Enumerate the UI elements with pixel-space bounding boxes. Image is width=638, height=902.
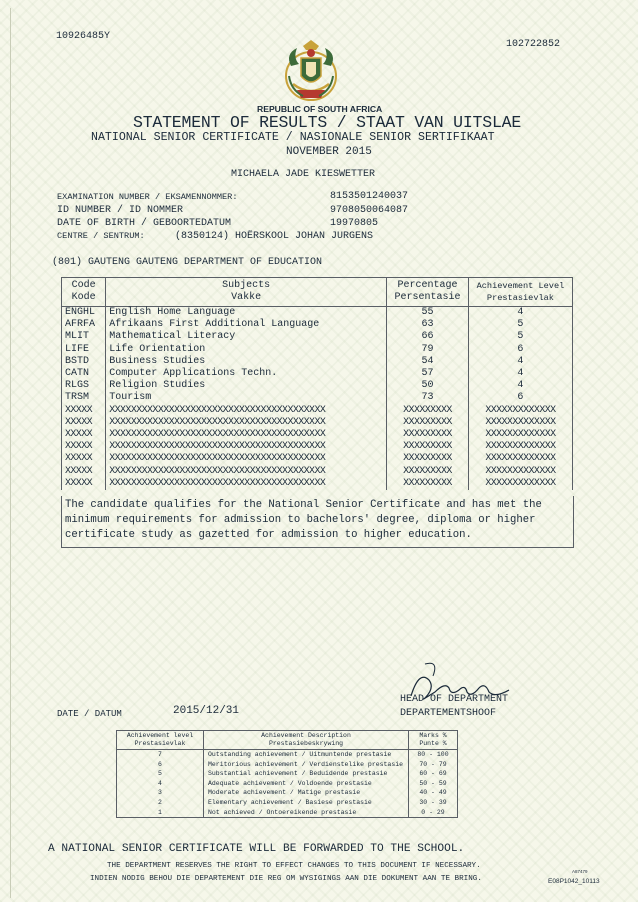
forward-notice: A NATIONAL SENIOR CERTIFICATE WILL BE FORWARDED TO THE SCHOOL. [48,843,465,855]
republic-label: REPUBLIC OF SOUTH AFRICA [257,104,383,114]
table-row: RLGS Religion Studies 50 4 [62,380,573,392]
table-row: CATN Computer Applications Techn. 57 4 [62,368,573,380]
scale-row: 4 Adequate achievement / Voldoende prestasie 50 - 59 [117,779,458,789]
table-row: LIFE Life Orientation 79 6 [62,344,573,356]
table-row: MLIT Mathematical Literacy 66 5 [62,331,573,343]
scale-row: 3 Moderate achievement / Matige prestasie 40 - 49 [117,788,458,798]
table-row: BSTD Business Studies 54 4 [62,356,573,368]
qualification-statement: The candidate qualifies for the National Senior Certificate and has met the minimum requirements for admission to bachelors' degree, diploma or higher certificate study as gazetted for admission to higher education. [61,496,574,548]
exam-number-label: EXAMINATION NUMBER / EKSAMENNOMMER: [57,192,238,202]
achievement-scale-table [116,730,458,818]
scale-row: 6 Meritorious achievement / Verdienstelike prestasie 70 - 79 [117,760,458,770]
department-line: (801) GAUTENG GAUTENG DEPARTMENT OF EDUCATION [52,257,323,268]
id-number-label: ID NUMBER / ID NOMMER [57,205,184,216]
scale-row: 1 Not achieved / Ontoereikende prestasie 0 - 29 [117,808,458,818]
results-header-row [62,278,573,307]
date-label: DATE / DATUM [57,709,122,719]
candidate-name: MICHAELA JADE KIESWETTER [231,169,376,180]
departementshoof-title: DEPARTEMENTSHOOF [400,708,497,719]
dob-value: 19970805 [330,218,379,229]
scale-row: 2 Elementary achievement / Basiese prestasie 30 - 39 [117,798,458,808]
header-percentage: Percentage Persentasie [387,278,469,307]
document-title: STATEMENT OF RESULTS / STAAT VAN UITSLAE [133,113,522,132]
table-row: XXXXX XXXXXXXXXXXXXXXXXXXXXXXXXXXXXXXXXXXXXXXX XXXXXXXXX XXXXXXXXXXXXX [62,429,573,441]
right-reference-number: 102722852 [506,39,561,50]
reserve-notice-af: INDIEN NODIG BEHOU DIE DEPARTEMENT DIE REG OM WYSIGINGS AAN DIE DOKUMENT AAN TE BRING. [90,875,482,883]
centre-label: CENTRE / SENTRUM: [57,231,145,241]
scale-header-row [117,731,458,750]
head-of-department-title: HEAD OF DEPARTMENT [400,694,509,705]
left-reference-number: 10926485Y [56,31,111,42]
reserve-notice-en: THE DEPARTMENT RESERVES THE RIGHT TO EFFECT CHANGES TO THIS DOCUMENT IF NECESSARY. [107,862,481,870]
coat-of-arms-icon [283,40,339,104]
table-row: XXXXX XXXXXXXXXXXXXXXXXXXXXXXXXXXXXXXXXXXXXXXX XXXXXXXXX XXXXXXXXXXXXX [62,453,573,465]
results-table [61,277,573,490]
scale-header-level: Achievement level Prestasievlak [117,731,204,750]
exam-number-value: 8153501240037 [330,191,409,202]
header-achievement-level: Achievement Level Prestasievlak [468,278,572,307]
scale-header-marks: Marks % Punte % [409,731,458,750]
scale-row: 7 Outstanding achievement / Uitmuntende prestasie 80 - 100 [117,750,458,760]
table-row: XXXXX XXXXXXXXXXXXXXXXXXXXXXXXXXXXXXXXXXXXXXXX XXXXXXXXX XXXXXXXXXXXXX [62,466,573,478]
scale-header-description: Achievement Description Prestasiebeskrywing [204,731,409,750]
small-serial: A87479 [572,869,588,874]
table-row: XXXXX XXXXXXXXXXXXXXXXXXXXXXXXXXXXXXXXXXXXXXXX XXXXXXXXX XXXXXXXXXXXXX [62,441,573,453]
dob-label: DATE OF BIRTH / GEBOORTEDATUM [57,218,232,229]
form-code: E08P1042_10113 [548,878,600,885]
centre-value: (8350124) HOËRSKOOL JOHAN JURGENS [175,231,374,242]
table-row: TRSM Tourism 73 6 [62,392,573,404]
table-row: ENGHL English Home Language 55 4 [62,307,573,319]
id-number-value: 9708050064087 [330,205,409,216]
table-row: AFRFA Afrikaans First Additional Language 63 5 [62,319,573,331]
table-row: XXXXX XXXXXXXXXXXXXXXXXXXXXXXXXXXXXXXXXXXXXXXX XXXXXXXXX XXXXXXXXXXXXX [62,405,573,417]
document-subtitle: NATIONAL SENIOR CERTIFICATE / NASIONALE SENIOR SERTIFIKAAT [91,131,495,144]
table-row: XXXXX XXXXXXXXXXXXXXXXXXXXXXXXXXXXXXXXXXXXXXXX XXXXXXXXX XXXXXXXXXXXXX [62,417,573,429]
header-code: Code Kode [62,278,106,307]
table-row: XXXXX XXXXXXXXXXXXXXXXXXXXXXXXXXXXXXXXXXXXXXXX XXXXXXXXX XXXXXXXXXXXXX [62,478,573,490]
date-value: 2015/12/31 [173,705,240,717]
exam-session: NOVEMBER 2015 [286,146,372,158]
header-subjects: Subjects Vakke [106,278,387,307]
scale-row: 5 Substantial achievement / Beduidende prestasie 60 - 69 [117,769,458,779]
